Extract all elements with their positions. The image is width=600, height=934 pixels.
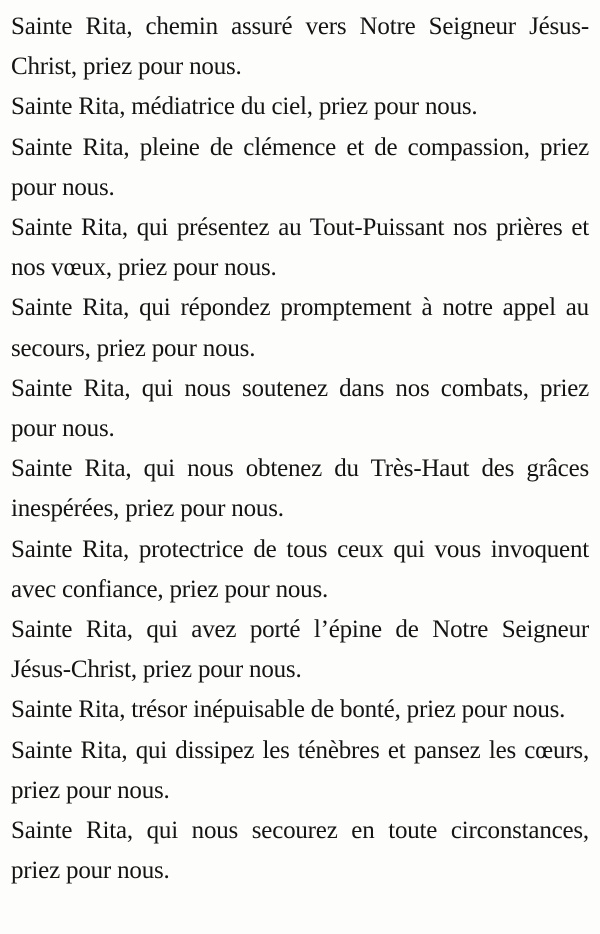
invocation-3: Sainte Rita, pleine de clémence et de compassion, priez pour nous. [11,133,589,201]
invocation-6: Sainte Rita, qui nous soutenez dans nos combats, priez pour nous. [11,374,589,443]
invocation-8: Sainte Rita, protectrice de tous ceux qui vous invoquent avec confiance, priez pour nous. [11,535,589,603]
invocation-10: Sainte Rita, trésor inépuisable de bonté, priez pour nous. [11,696,566,724]
invocation-4: Sainte Rita, qui présentez au Tout-Puissant nos prières et nos vœux, priez pour nous. [11,214,589,282]
invocation-7: Sainte Rita, qui nous obtenez du Très-Haut des grâces inespérées, priez pour nous. [11,455,589,523]
litany-text [11,7,589,891]
invocation-2: Sainte Rita, médiatrice du ciel, priez pour nous. [11,93,478,121]
invocation-9: Sainte Rita, qui avez porté l’épine de Notre Seigneur Jésus-Christ, priez pour nous. [11,616,589,684]
invocation-11: Sainte Rita, qui dissipez les ténèbres et pansez les cœurs, priez pour nous. [11,736,589,804]
invocation-5: Sainte Rita, qui répondez promptement à notre appel au secours, priez pour nous. [11,294,589,362]
invocation-12: Sainte Rita, qui nous secourez en toute circonstances, priez pour nous. [11,817,589,885]
invocation-1: Sainte Rita, chemin assuré vers Notre Seigneur Jésus-Christ, priez pour nous. [11,13,589,81]
